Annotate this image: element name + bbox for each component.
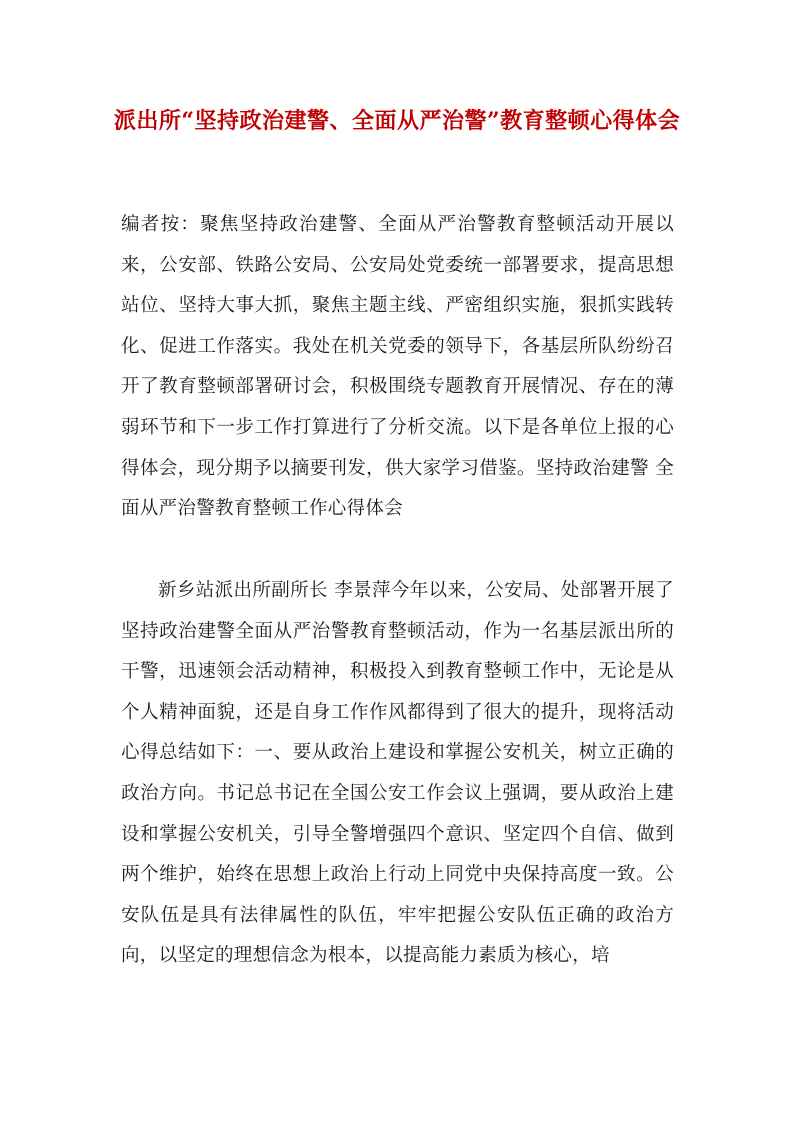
editor-note-paragraph: 编者按：聚焦坚持政治建警、全面从严治警教育整顿活动开展以来，公安部、铁路公安局、公安局处党委统一部署要求，提高思想站位、坚持大事大抓，聚焦主题主线、严密组织实施，狠抓实践转化、促进工作落实。我处在机关党委的领导下，各基层所队纷纷召开了教育整顿部署研讨会，积极围绕专题教育开展情况、存在的薄弱环节和下一步工作打算进行了分析交流。以下是各单位上报的心得体会，现分期予以摘要刊发，供大家学习借鉴。坚持政治建警 全面从严治警教育整顿工作心得体会 xyxy=(121,214,674,520)
body-paragraph: 新乡站派出所副所长 李景萍今年以来，公安局、处部署开展了坚持政治建警全面从严治警教育整顿活动，作为一名基层派出所的干警，迅速领会活动精神，积极投入到教育整顿工作中，无论是从个人精神面貌，还是自身工作作风都得到了很大的提升，现将活动心得总结如下：一、要从政治上建设和掌握公安机关，树立正确的政治方向。书记总书记在全国公安工作会议上强调，要从政治上建设和掌握公安机关，引导全警增强四个意识、坚定四个自信、做到两个维护，始终在思想上政治上行动上同党中央保持高度一致。公安队伍是具有法律属性的队伍，牢牢把握公安队伍正确的政治方向，以坚定的理想信念为根本，以提高能力素质为核心，培 xyxy=(121,580,674,967)
document-title: 派出所“坚持政治建警、全面从严治警”教育整顿心得体会 xyxy=(113,108,681,134)
